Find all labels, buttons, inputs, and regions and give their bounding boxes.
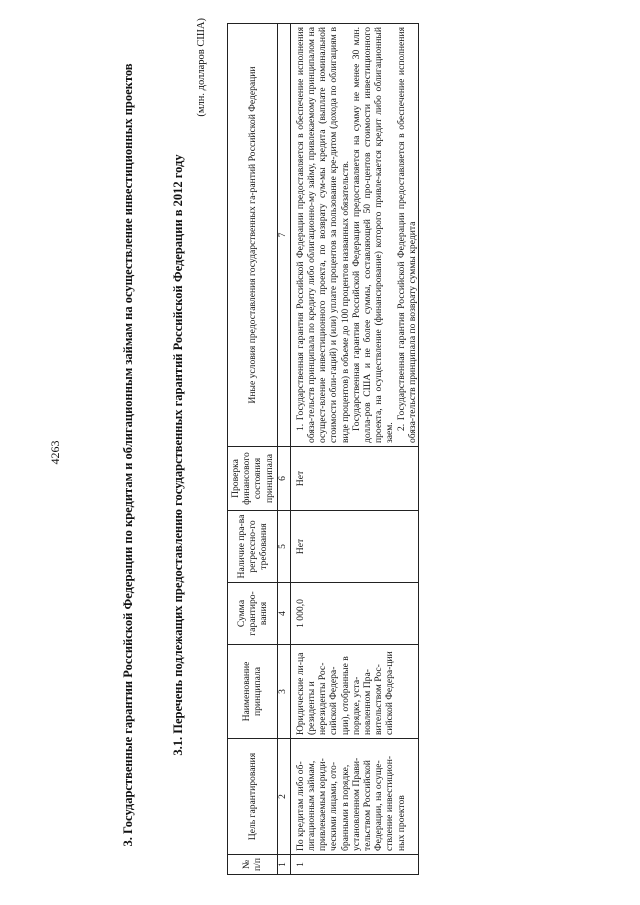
row-terms (290, 24, 418, 447)
row-amount: 1 000,0 (290, 583, 418, 645)
header-amount: Сумма гарантиро-вания (228, 583, 278, 645)
header-num: № п/п (228, 855, 278, 875)
row-principal: Юридические ли-ца (резиденты и нерезиденты Рос-сийской Федера-ции), отобранные в порядке, уста-новленном Пра-вительством Рос-сийской Федера-ции (290, 645, 418, 739)
column-number-row (277, 24, 290, 875)
header-terms: Иные условия предоставления государственных га-рантий Российской Федерации (228, 24, 278, 447)
column-number: 5 (277, 511, 290, 583)
section-title: 3. Государственные гарантии Российской Федерации по кредитам и облигационным займам на осуществление инвестиционных проектов (121, 63, 135, 847)
terms-paragraph-1: 1. Государственная гарантия Российской Федерации предоставляется в обеспечение исполнения обяза-тельств принципала по кредиту либо облигационно-му займу, привлекаемому принципалом на осущест-вление инвестиционного проекта, по возврату сум-мы кредита (выплате номинальной стоимости обли-гаций) и (или) уплате процентов за пользование кре-дитом (дохода по облигациям в виде процентов) в объеме до 100 процентов названных обязательств. (294, 27, 351, 443)
column-number: 1 (277, 855, 290, 875)
column-number: 4 (277, 583, 290, 645)
column-number: 6 (277, 447, 290, 511)
row-recourse: Нет (290, 511, 418, 583)
subsection-title: 3.1. Перечень подлежащих предоставлению государственных гарантий Российской Федерации в 2012 году (171, 154, 185, 756)
terms-paragraph-3: 2. Государственная гарантия Российской Федерации предоставляется в обеспечение исполнения обяза-тельств принципала по возврату суммы кредита (395, 27, 418, 443)
page-number: 4263 (48, 440, 62, 465)
terms-paragraph-2: Государственная гарантия Российской Федерации предоставляется на сумму не менее 30 млн. долла-ров США и не более суммы, составляющей 50 про-центов стоимости инвестиционного проекта, на осуществление (финансирование) которого привле-кается кредит либо облигационный заем. (350, 27, 396, 443)
header-recourse: Наличие пра-ва регрессно-го требования (228, 511, 278, 583)
table-row (290, 24, 418, 875)
column-number: 3 (277, 645, 290, 739)
column-number: 2 (277, 739, 290, 855)
row-check: Нет (290, 447, 418, 511)
units-note: (млн. долларов США) (196, 18, 207, 117)
header-check: Проверка финансового состояния принципала (228, 447, 278, 511)
header-purpose: Цель гарантирования (228, 739, 278, 855)
header-row (228, 24, 278, 875)
row-num: 1 (290, 855, 418, 875)
row-purpose: По кредитам либо об-лигационным займам, привлекаемым юриди-ческими лицами, ото-бранными в порядке, установленном Прави-тельством Российской Федерации, на осуще-ствление инвестицион-ных проектов (290, 739, 418, 855)
header-principal: Наименование принципала (228, 645, 278, 739)
column-number: 7 (277, 24, 290, 447)
guarantees-table (227, 23, 419, 875)
